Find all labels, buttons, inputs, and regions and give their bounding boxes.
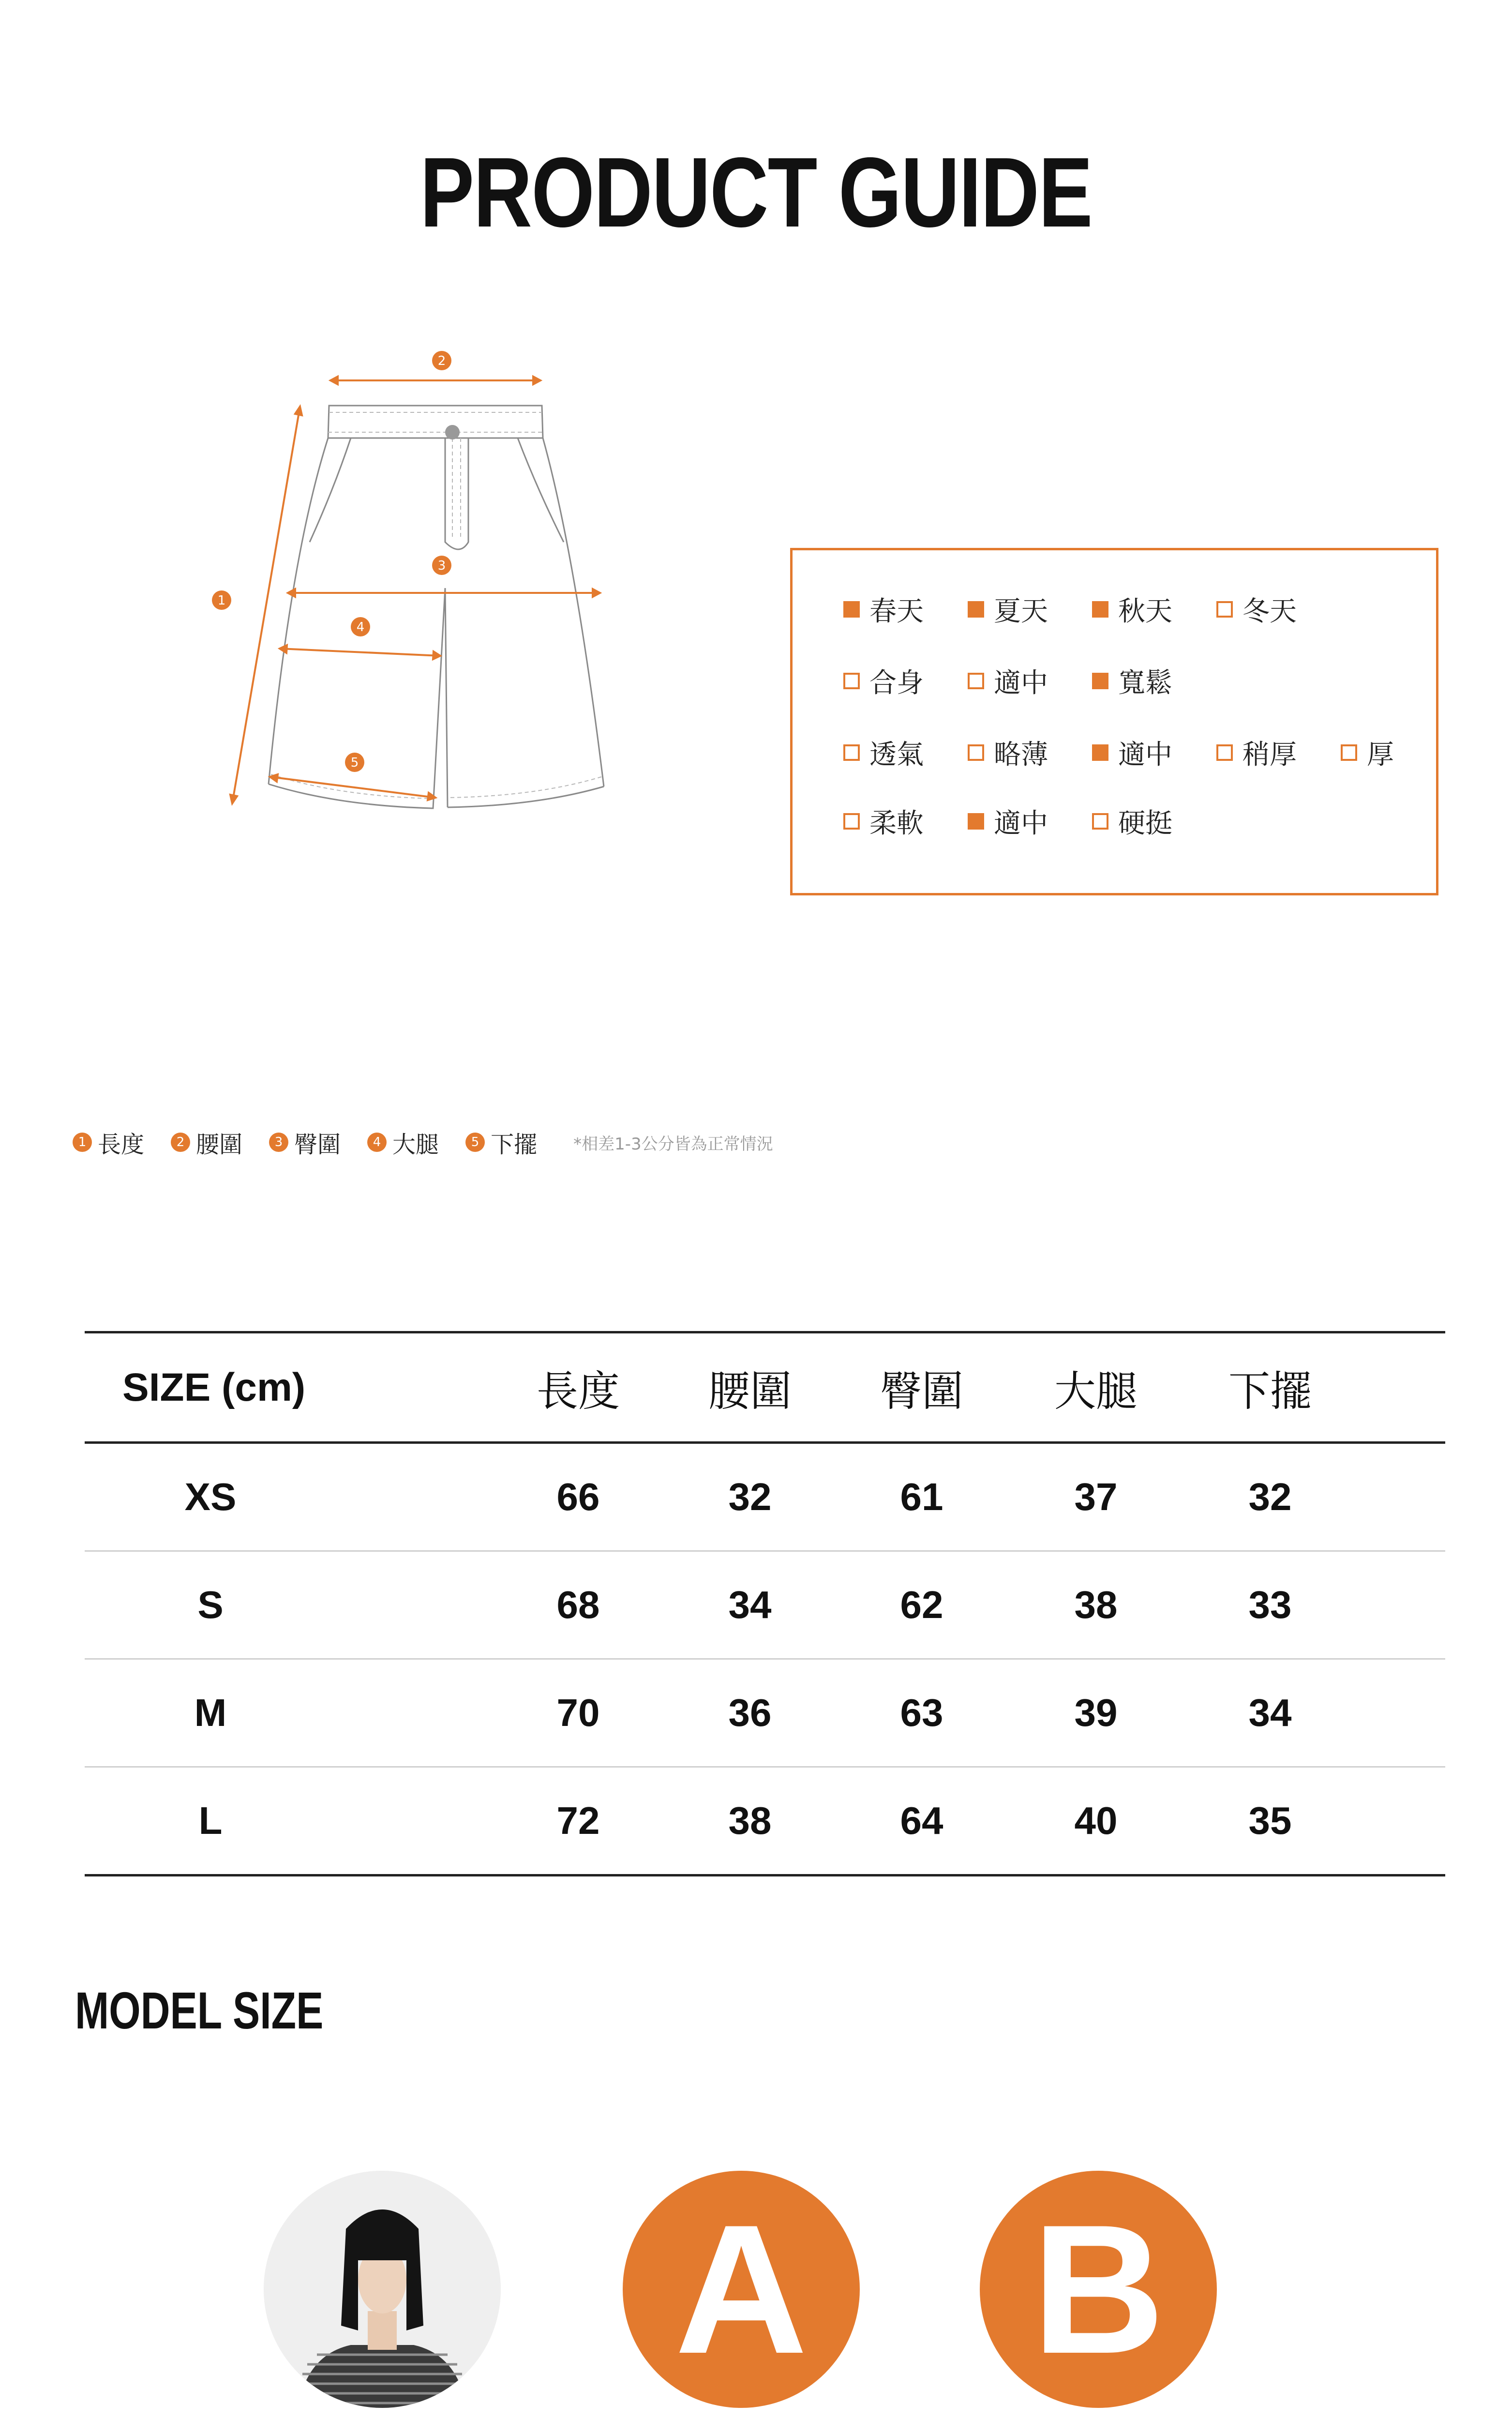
table-cell: 36 [728, 1691, 772, 1734]
legend-item [465, 1126, 537, 1159]
checked-box-icon [1092, 601, 1108, 618]
feature-item [968, 662, 1092, 700]
feature-label: 合身 [869, 667, 924, 699]
size-label-cell: SIZE (cm) [122, 1365, 306, 1409]
table-cell: 35 [1248, 1799, 1292, 1842]
table-cell: 32 [728, 1475, 772, 1518]
table-cell: 63 [900, 1691, 943, 1734]
feature-label: 冬天 [1243, 596, 1297, 627]
table-cell: 37 [1074, 1475, 1118, 1518]
table-header-row [85, 1331, 1445, 1444]
size-label-cell: M [194, 1691, 227, 1734]
table-cell: 62 [900, 1583, 943, 1626]
feature-item [843, 662, 968, 700]
legend-label: 長度 [98, 1131, 145, 1158]
checked-box-icon [1092, 744, 1108, 761]
feature-item [843, 733, 968, 772]
feature-row [843, 802, 1216, 841]
unchecked-box-icon [968, 673, 984, 689]
legend-item [73, 1126, 144, 1159]
feature-item [968, 802, 1092, 841]
feature-label: 稍厚 [1243, 739, 1297, 771]
feature-label: 透氣 [869, 739, 924, 771]
feature-item [1092, 802, 1216, 841]
checked-box-icon [968, 601, 984, 618]
feature-item [968, 590, 1092, 629]
legend-label: 腰圍 [196, 1131, 243, 1158]
feature-box [790, 548, 1438, 895]
table-cell: 38 [728, 1799, 772, 1842]
table-cell: 66 [556, 1475, 600, 1518]
checked-box-icon [843, 601, 860, 618]
feature-label: 柔軟 [869, 808, 924, 839]
size-table [85, 1331, 1445, 1876]
table-row [85, 1444, 1445, 1552]
legend-number-badge: 3 [269, 1133, 288, 1152]
unchecked-box-icon [843, 673, 860, 689]
size-label-cell: S [197, 1583, 224, 1626]
legend-number-badge: 2 [171, 1133, 190, 1152]
size-label-cell: L [198, 1799, 223, 1842]
diagram-marker-2: 2 [437, 354, 446, 368]
table-cell: 34 [728, 1583, 772, 1626]
table-cell: 64 [900, 1799, 943, 1842]
table-cell: 34 [1248, 1691, 1292, 1734]
table-cell: 70 [556, 1691, 600, 1734]
feature-row [843, 662, 1216, 700]
diagram-marker-1: 1 [217, 593, 226, 608]
model-size-title: MODEL SIZE [75, 1981, 324, 2040]
table-cell: 40 [1074, 1799, 1118, 1842]
feature-item [843, 802, 968, 841]
legend-item [367, 1126, 439, 1159]
feature-label: 適中 [994, 808, 1048, 839]
feature-row [843, 733, 1465, 772]
table-cell: 長度 [537, 1367, 620, 1416]
feature-item [1092, 590, 1216, 629]
feature-label: 硬挺 [1118, 808, 1172, 839]
unchecked-box-icon [843, 813, 860, 830]
person-photo-icon [264, 2171, 501, 2408]
table-cell: 大腿 [1054, 1367, 1138, 1416]
feature-label: 秋天 [1118, 596, 1172, 627]
table-row [85, 1768, 1445, 1876]
table-cell: 33 [1248, 1583, 1292, 1626]
table-cell: 39 [1074, 1691, 1118, 1734]
feature-item [1216, 733, 1341, 772]
table-row [85, 1660, 1445, 1768]
page-title: PRODUCT GUIDE [420, 137, 1092, 248]
diagram-marker-4: 4 [356, 620, 365, 635]
feature-label: 寬鬆 [1118, 667, 1172, 699]
unchecked-box-icon [1092, 813, 1108, 830]
legend-item [171, 1126, 242, 1159]
legend-label: 下擺 [491, 1131, 538, 1158]
feature-item [1341, 733, 1465, 772]
feature-label: 適中 [994, 667, 1048, 699]
model-letter-avatar: B [980, 2171, 1217, 2408]
feature-item [1216, 590, 1341, 629]
unchecked-box-icon [1341, 744, 1357, 761]
model-letter-avatar: A [623, 2171, 860, 2408]
table-row [85, 1552, 1445, 1660]
unchecked-box-icon [1216, 601, 1233, 618]
table-cell: 下擺 [1228, 1367, 1312, 1416]
feature-item [843, 590, 968, 629]
model-photo [264, 2171, 501, 2408]
legend-note: *相差1-3公分皆為正常情況 [573, 1134, 773, 1154]
table-cell: 72 [556, 1799, 600, 1842]
legend-label: 臀圍 [294, 1131, 341, 1158]
table-cell: 32 [1248, 1475, 1292, 1518]
feature-item [968, 733, 1092, 772]
table-cell: 臀圍 [880, 1367, 963, 1416]
legend-number-badge: 1 [73, 1133, 92, 1152]
diagram-marker-3: 3 [437, 559, 446, 573]
legend-number-badge: 5 [465, 1133, 485, 1152]
checked-box-icon [968, 813, 984, 830]
size-label-cell: XS [184, 1475, 237, 1518]
diagram-marker-5: 5 [350, 756, 359, 770]
feature-label: 適中 [1118, 739, 1172, 771]
shorts-measurement-diagram [203, 319, 639, 832]
table-cell: 腰圍 [708, 1367, 792, 1416]
model-card [596, 2171, 886, 2420]
legend-number-badge: 4 [367, 1133, 387, 1152]
model-card [953, 2171, 1243, 2420]
table-cell: 68 [556, 1583, 600, 1626]
checked-box-icon [1092, 673, 1108, 689]
legend-label: 大腿 [392, 1131, 439, 1158]
feature-item [1092, 733, 1216, 772]
table-cell: 61 [900, 1475, 943, 1518]
feature-label: 略薄 [994, 739, 1048, 771]
feature-item [1092, 662, 1216, 700]
feature-label: 春天 [869, 596, 924, 627]
feature-label: 夏天 [994, 596, 1048, 627]
unchecked-box-icon [843, 744, 860, 761]
unchecked-box-icon [968, 744, 984, 761]
legend-item [269, 1126, 341, 1159]
unchecked-box-icon [1216, 744, 1233, 761]
measurement-legend [73, 1128, 773, 1157]
feature-label: 厚 [1367, 739, 1394, 771]
table-cell: 38 [1074, 1583, 1118, 1626]
model-card [237, 2171, 527, 2420]
feature-row [843, 590, 1341, 629]
